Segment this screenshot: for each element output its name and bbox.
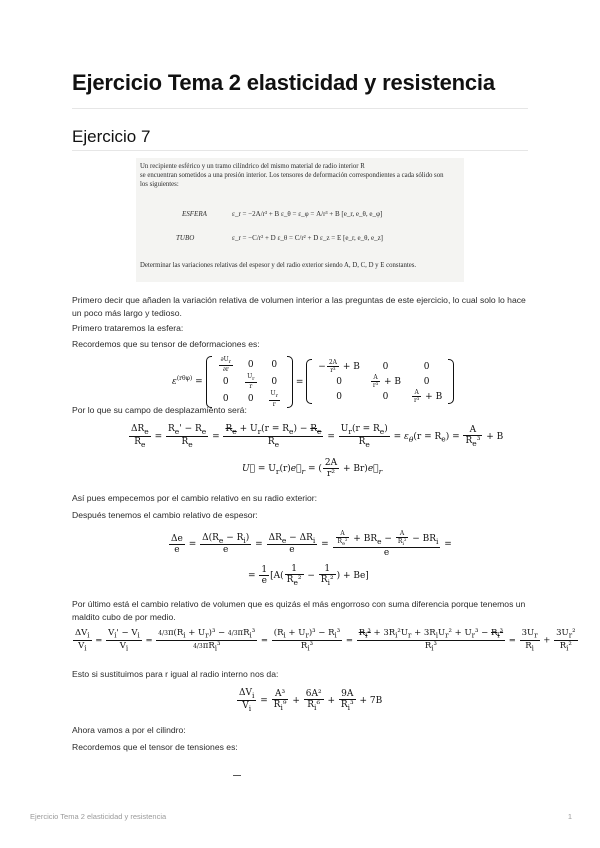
equation-volume-change-clip [72, 628, 576, 662]
paragraph-volume: Por último está el cambio relativo de volumen que es quizás el más engorroso con suma diferencia porque tenemos un maldito cubo de por medio. [72, 599, 526, 622]
equation-thickness-change: $\frac{\Delta e}{e}$ = $\frac{\Delta(R_e - R_i)}{e}$ = $\frac{\Delta R_e - \Delta R_i}{e}$ = $\frac{A}{R_e^2}$ + $BR_e$ − $\frac{A}{R_i^2}$ − $BR_i$ e = [171, 530, 452, 559]
section-title: Ejercicio 7 [72, 127, 151, 146]
paragraph-substitution: Esto si sustituimos para r igual al radio interno nos da: [72, 669, 279, 679]
section-divider [72, 150, 528, 151]
figure-intro-line-3: los siguientes: [140, 181, 179, 188]
figure-tube-expression: ε_r = −C/r² + D ε_θ = C/r² + D ε_z = E [e_r, e_θ, e_z] [232, 234, 384, 242]
equation-radius-change: $\frac{\Delta R_e}{R_e}$ = $\frac{R_e' - R_e}{R_e}$ = $\frac{R_e + U_r(r = R_e) - R_e}{R_e}$ = $\frac{U_r(r = R_e)}{R_e}$ = $\varepsilon_\theta(r = R_e)$ = $\frac{A}{R_e^3}$ + B [131, 424, 504, 449]
figure-intro-line-2: se encuentran sometidos a una presión interior. Los tensores de deformación correspondientes a cada sólido son [140, 172, 444, 179]
paragraph-sphere: Primero trataremos la esfera: [72, 323, 184, 333]
paragraph-stress-tensor: Recordemos que el tensor de tensiones es: [72, 742, 238, 752]
page-title: Ejercicio Tema 2 elasticidad y resistencia [72, 70, 495, 95]
page-break-mark [233, 775, 241, 776]
paragraph-cylinder: Ahora vamos a por el cilindro: [72, 725, 186, 735]
paragraph-exterior-radius: Así pues empecemos por el cambio relativo en su radio exterior: [72, 493, 318, 503]
paragraph-strain-tensor: Recordemos que su tensor de deformaciones es: [72, 339, 260, 349]
paragraph-displacement: Por lo que su campo de desplazamiento será: [72, 405, 247, 415]
equation-volume-change: $\frac{\Delta V_i}{V_i}$ = $\frac{V_i' - V_i}{V_i}$ = $\frac{4/3\pi(R_i + U_r)^3 - 4/3\pi R_i^3}{4/3\pi R_i^3}$ = $\frac{(R_i + U_r)^3 - R_i^3}{R_i^3}$ = $\frac{R_i^3 + 3R_i^2U_r + 3R_iU_r^2 + U_r^3 - R_i^3}{R_i^3}$ = $\frac{3U_r}{R_i}$ + $\frac{3U_r^2}{R_i^2}$ [75, 628, 576, 653]
equation-displacement-field: U⃗ = $U_r(r)e⃗_r$ = ( $\frac{2A}{\text{r²}}$ + $Br)e⃗_r$ [242, 458, 383, 479]
figure-sphere-expression: ε_r = −2A/r³ + B ε_θ = ε_φ = A/r³ + B [e_r, e_θ, e_φ] [232, 210, 383, 218]
problem-statement-image [136, 158, 464, 282]
paragraph-intro: Primero decir que añaden la variación relativa de volumen interior a las preguntas de este ejercicio, lo cual solo lo hace un poco más largo y tedioso. [72, 295, 526, 318]
footer-title: Ejercicio Tema 2 elasticidad y resistencia [30, 812, 167, 821]
figure-tube-label: TUBO [176, 234, 195, 242]
equation-thickness-result: = $\frac{1}{e}$ [A( $\frac{1}{R_e^2}$ − $\frac{1}{R_i^2}$ ) + Be] [248, 564, 369, 587]
figure-intro-line-1: Un recipiente esférico y un tramo cilíndrico del mismo material de radio interior R [140, 163, 365, 170]
equation-volume-result: $\frac{\Delta V_i}{V_i}$ = $\frac{\text{A³}}{R_i^9}$ + $\frac{\text{6A²}}{R_i^6}$ + $\frac{9A}{R_i^3}$ + 7B [239, 688, 383, 713]
equation-sphere-strain-tensor: $\varepsilon^{(r\theta\varphi)}$ = $\frac{\partial U_r}{\partial r}$ 0 0 0 $\frac{U_r}{r}$ 0 0 0 $\frac{U_r}{r}$ = − $\frac{2A}{\text{r³}}$ + B 0 0 0 $\frac{A}{\text{r³}}$ + B 0 0 0 $\frac{A}{\text{r³}}$ + B [172, 356, 454, 408]
paragraph-thickness: Después tenemos el cambio relativo de espesor: [72, 510, 258, 520]
title-divider [72, 108, 528, 109]
figure-sphere-label: ESFERA [182, 210, 207, 218]
footer-page-number: 1 [567, 812, 572, 821]
figure-question: Determinar las variaciones relativas del espesor y del radio exterior siendo A, D, C, D y E constantes. [140, 262, 417, 269]
